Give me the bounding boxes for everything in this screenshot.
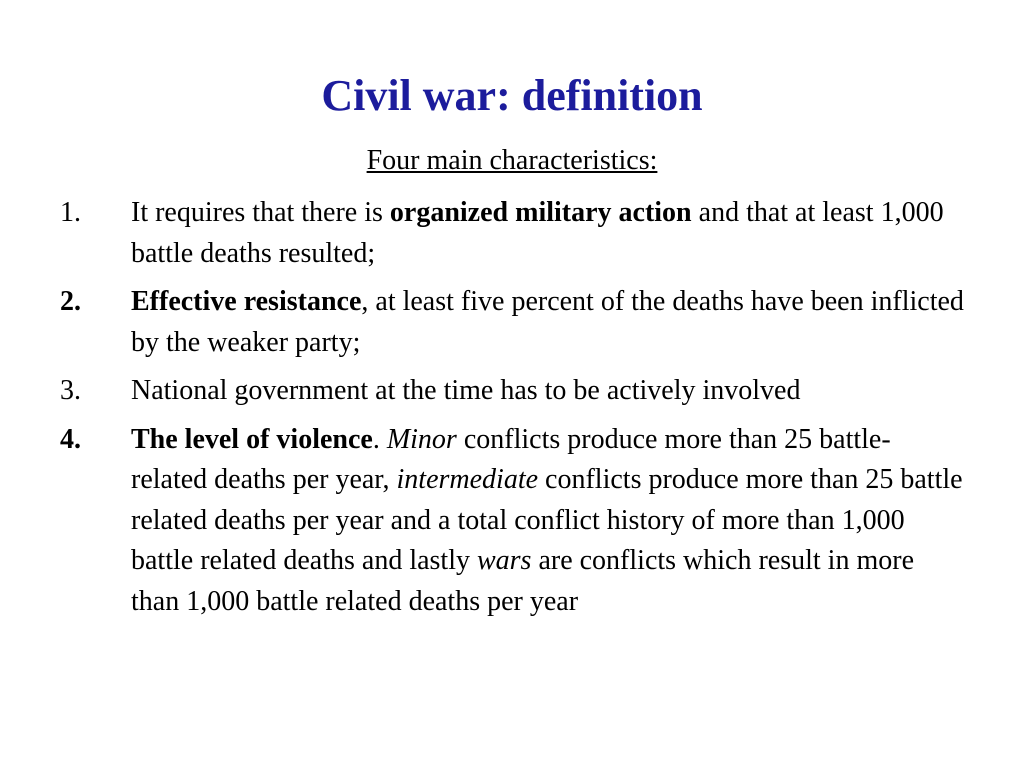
item-text (131, 371, 965, 412)
text-segment: . (372, 423, 387, 455)
item-number: 3. (60, 375, 81, 406)
item-number: 1. (60, 197, 81, 228)
text-segment: and that at least 1,000 battle deaths resulted; (131, 197, 944, 269)
item-text (131, 193, 965, 274)
item-number: 2. (60, 286, 81, 317)
italic-text-segment: wars (476, 545, 532, 576)
list-item (60, 282, 965, 363)
bold-text-segment: organized military action (389, 197, 692, 228)
item-text (131, 282, 965, 363)
text-segment: conflicts produce more than 25 battle-related deaths per year, (131, 423, 891, 495)
text-segment: It requires that there is (131, 197, 390, 228)
text-segment: National government at the time has to be actively involved (131, 375, 801, 406)
bold-text-segment: The level of violence (131, 423, 373, 455)
italic-text-segment: intermediate (396, 464, 539, 495)
list-item (60, 371, 965, 412)
list-item (60, 420, 965, 623)
bold-text-segment: Effective resistance (131, 286, 362, 317)
slide-subtitle: Four main characteristics: (366, 145, 658, 176)
text-segment: , at least five percent of the deaths have been inflicted by the weaker party; (131, 286, 964, 358)
characteristics-list (60, 193, 965, 630)
item-text (131, 420, 965, 623)
item-number: 4. (60, 423, 81, 455)
italic-text-segment: Minor (386, 423, 457, 455)
text-segment: are conflicts which result in more than 1,000 battle related deaths per year (131, 545, 914, 617)
text-segment: conflicts produce more than 25 battle related deaths per year and a total conflict history of more than 1,000 battle related deaths and lastly (131, 464, 963, 576)
list-item (60, 193, 965, 274)
slide-title: Civil war: definition (321, 71, 703, 120)
